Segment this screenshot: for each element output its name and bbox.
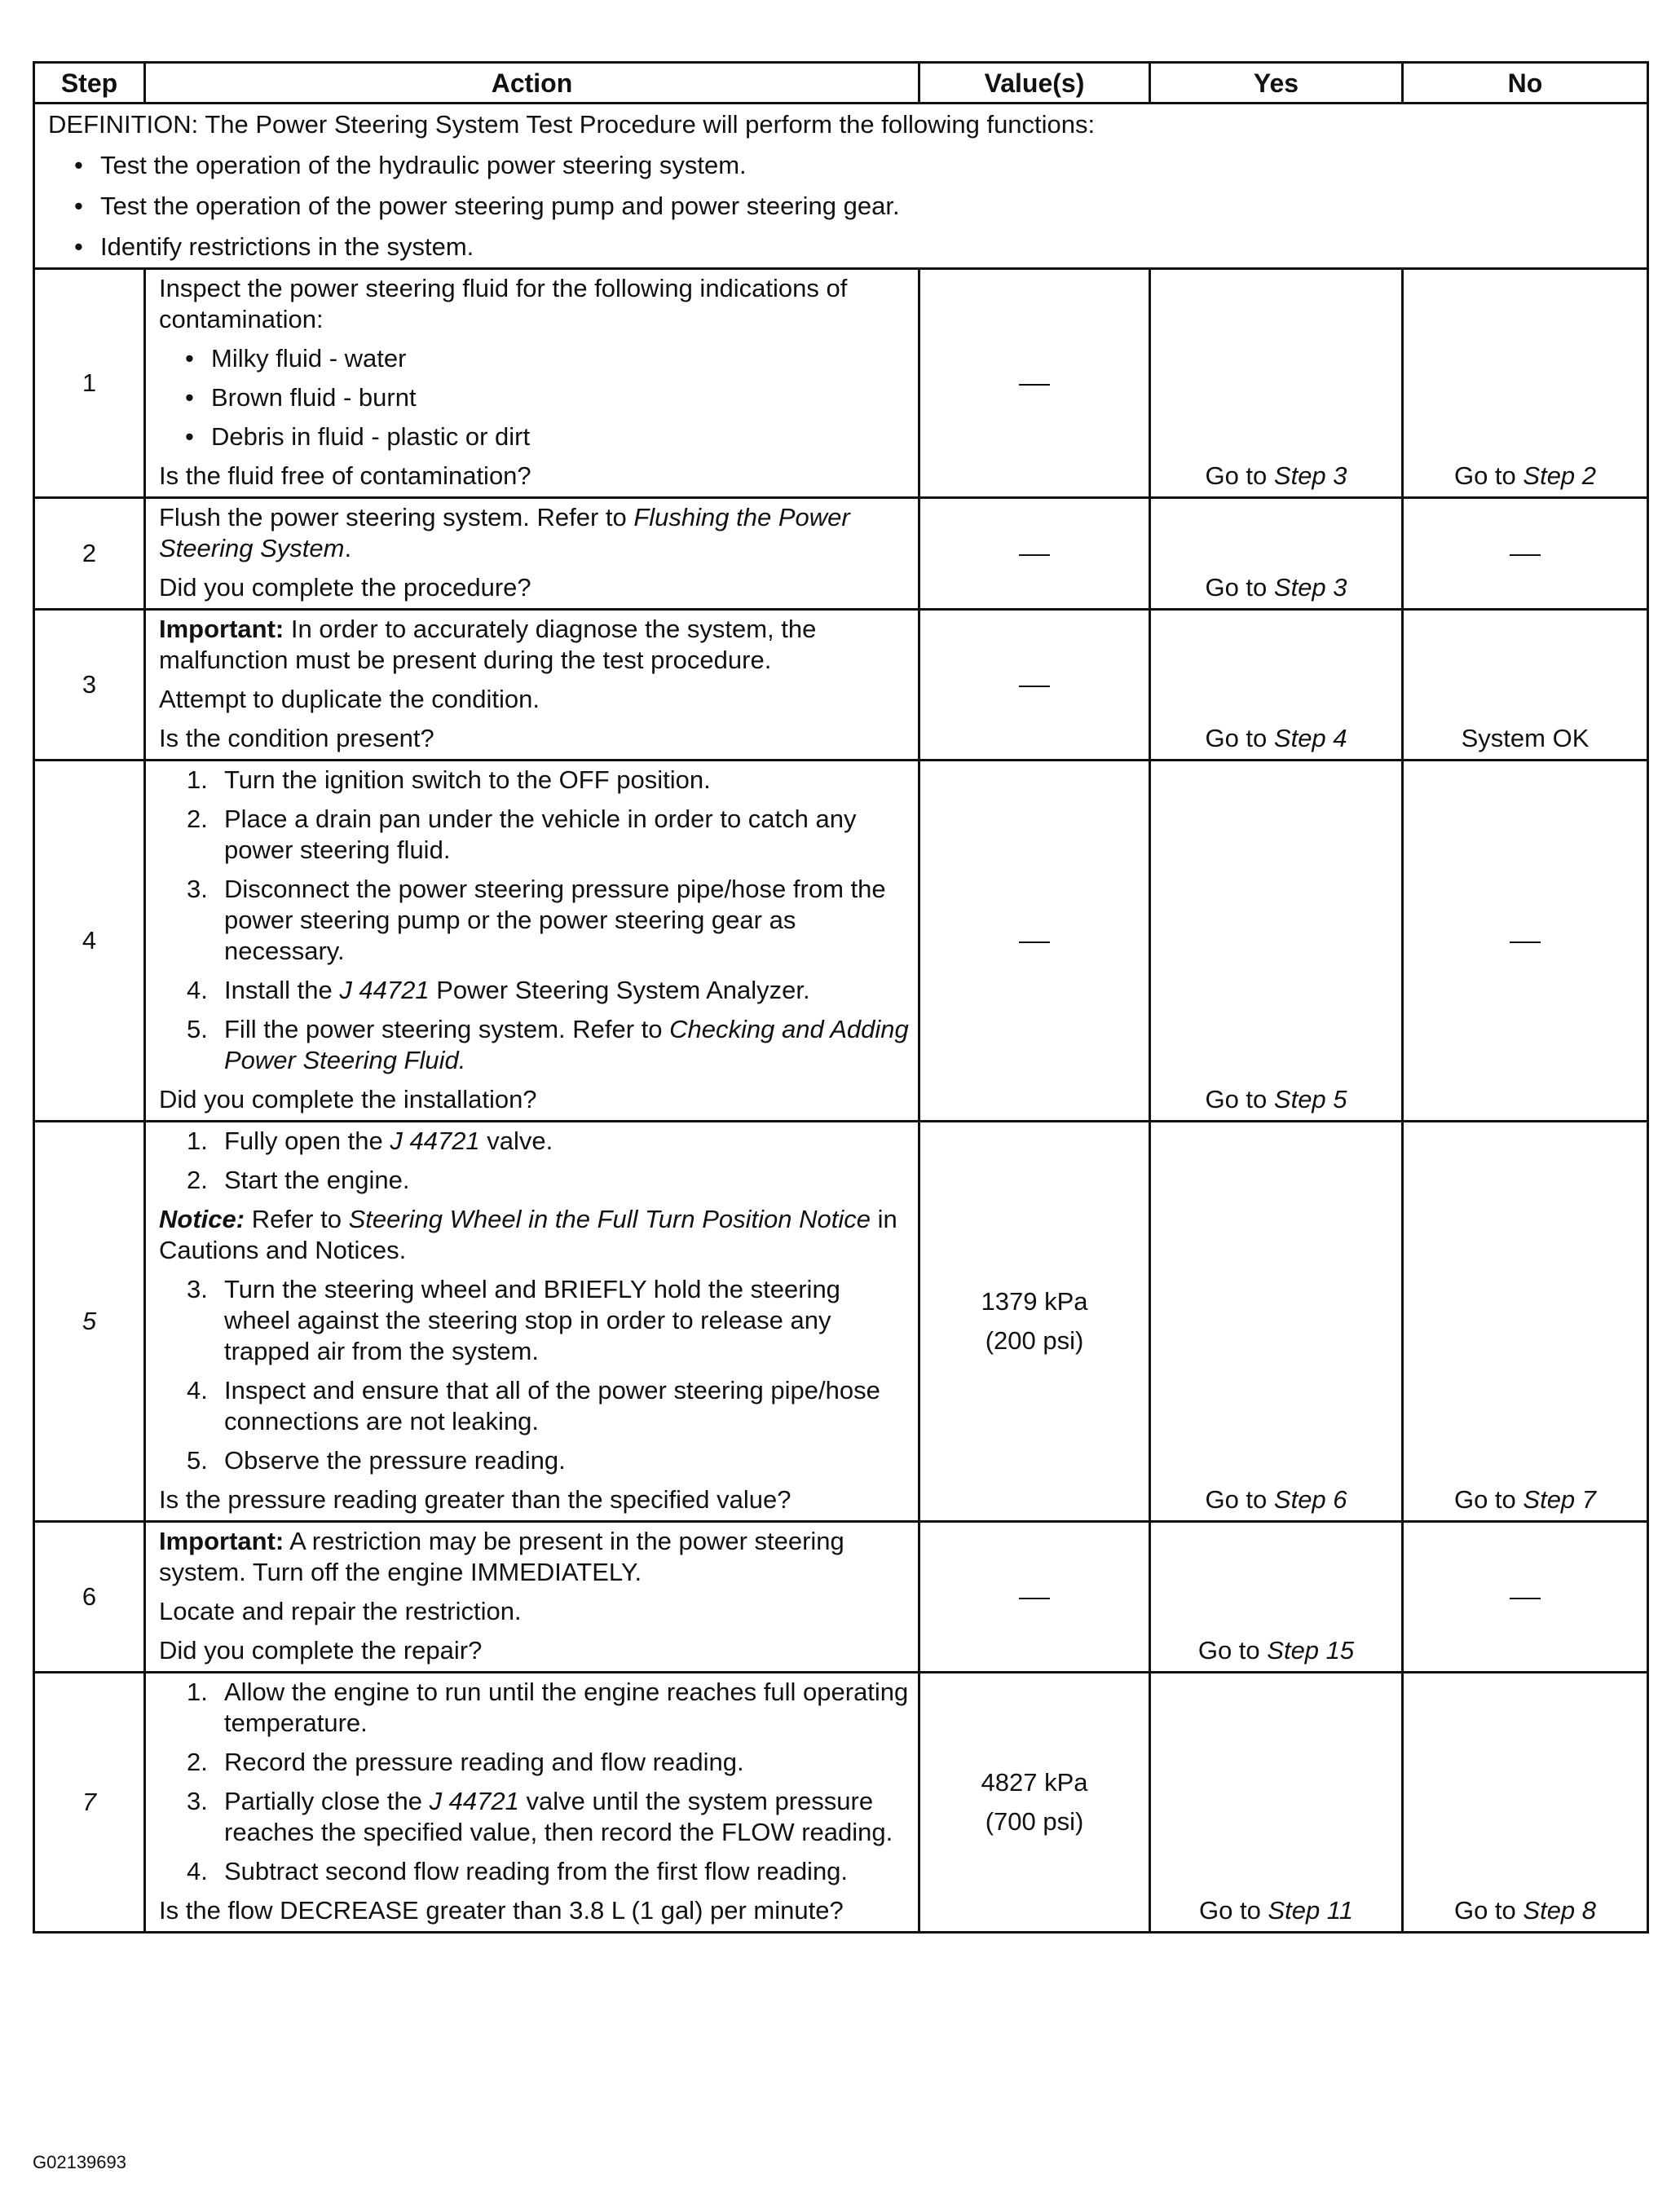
step-number: 4 <box>34 761 145 1122</box>
dash-mark <box>1510 1598 1541 1599</box>
list-text: Partially close the <box>224 1787 430 1815</box>
list-number: 3. <box>187 1275 208 1303</box>
step-row-5 <box>34 1122 1648 1522</box>
action-question: Did you complete the procedure? <box>159 573 531 602</box>
dash-mark <box>1019 941 1050 943</box>
no-step-ref: Step 8 <box>1523 1896 1597 1925</box>
header-values: Value(s) <box>919 63 1150 104</box>
procedure-table-wrapper <box>33 61 1647 1934</box>
list-text: Place a drain pan under the vehicle in order to catch any power steering fluid. <box>224 805 857 864</box>
action-text: Attempt to duplicate the condition. <box>159 685 540 713</box>
list-item <box>159 1274 910 1367</box>
list-text: Inspect and ensure that all of the power steering pipe/hose connections are not leaking. <box>224 1376 880 1435</box>
list-text: Turn the ignition switch to the OFF position. <box>224 765 711 794</box>
dash-mark <box>1510 941 1541 943</box>
step-action <box>145 1122 919 1522</box>
list-number: 2. <box>187 1748 208 1776</box>
list-item: 5. Fill the power steering system. Refer to Checking and Adding Power Steering Fluid. <box>187 1015 909 1074</box>
important-note <box>159 1526 910 1588</box>
yes-text: Go to <box>1205 1485 1274 1514</box>
definition-text: DEFINITION: The Power Steering System Test Procedure will perform the following functions: <box>48 110 1096 139</box>
definition-item: • Test the operation of the power steering pump and power steering gear. <box>48 191 1634 222</box>
notice-label: Notice: <box>159 1205 245 1233</box>
list-item <box>159 874 910 967</box>
list-item <box>159 765 910 796</box>
list-text: valve. <box>479 1127 553 1155</box>
step-action <box>145 1522 919 1673</box>
step-no <box>1403 1522 1648 1673</box>
important-label: Important: <box>159 615 284 643</box>
step-action <box>145 1673 919 1933</box>
list-number: 5. <box>187 1015 208 1043</box>
list-item <box>159 804 910 866</box>
bullet-item: • Milky fluid - water <box>159 343 910 374</box>
yes-step-ref: Step 5 <box>1273 1085 1347 1113</box>
list-item <box>159 1856 910 1887</box>
action-question: Is the condition present? <box>159 724 434 752</box>
list-number: 2. <box>187 805 208 833</box>
procedure-ref: Flushing the Power Steering System <box>159 503 850 562</box>
header-yes: Yes <box>1150 63 1403 104</box>
step-number: 5 <box>34 1122 145 1522</box>
value-psi: (700 psi) <box>985 1807 1084 1836</box>
numbered-list <box>159 1126 910 1196</box>
dash-mark <box>1510 554 1541 556</box>
list-text: Fully open the <box>224 1127 390 1155</box>
no-text: Go to <box>1453 1896 1523 1925</box>
yes-text: Go to <box>1205 573 1274 602</box>
definition-row <box>34 104 1648 269</box>
notice-ref: Steering Wheel in the Full Turn Position Notice <box>348 1205 871 1233</box>
yes-step-ref: Step 3 <box>1273 461 1347 490</box>
dash-mark <box>1019 554 1050 556</box>
tool-ref: J 44721 <box>339 976 430 1004</box>
yes-step-ref: Step 3 <box>1273 573 1347 602</box>
step-yes <box>1150 1522 1403 1673</box>
list-number: 1. <box>187 765 208 794</box>
important-label: Important: <box>159 1527 284 1555</box>
step-row-6 <box>34 1522 1648 1673</box>
list-number: 4. <box>187 1376 208 1404</box>
step-value <box>919 1522 1150 1673</box>
action-text: Locate and repair the restriction. <box>159 1597 522 1625</box>
action-text: Flush the power steering system. Refer to Flushing the Power Steering System. <box>159 503 850 562</box>
step-yes <box>1150 498 1403 610</box>
no-text: Go to <box>1453 1485 1523 1514</box>
no-text: System OK <box>1461 724 1590 752</box>
step-row-2 <box>34 498 1648 610</box>
list-item <box>159 1786 910 1848</box>
list-item <box>159 975 910 1006</box>
notice-note <box>159 1204 910 1266</box>
numbered-list <box>159 765 910 1076</box>
bullet-item: • Debris in fluid - plastic or dirt <box>159 421 910 452</box>
step-value <box>919 269 1150 498</box>
tool-ref: J 44721 <box>390 1127 480 1155</box>
notice-text: Refer to <box>245 1205 349 1233</box>
list-item <box>159 1165 910 1196</box>
yes-step-ref: Step 4 <box>1273 724 1347 752</box>
step-value <box>919 610 1150 761</box>
definition-cell <box>34 104 1648 269</box>
list-number: 2. <box>187 1166 208 1194</box>
list-item <box>159 1126 910 1157</box>
step-number: 3 <box>34 610 145 761</box>
list-text: Observe the pressure reading. <box>224 1446 566 1475</box>
step-row-3 <box>34 610 1648 761</box>
definition-item: • Identify restrictions in the system. <box>48 232 1634 262</box>
step-yes <box>1150 761 1403 1122</box>
action-question: Did you complete the installation? <box>159 1085 537 1113</box>
step-action <box>145 761 919 1122</box>
action-text-span: Flush the power steering system. Refer to <box>159 503 634 531</box>
definition-item: • Test the operation of the hydraulic power steering system. <box>48 150 1634 181</box>
list-text: Disconnect the power steering pressure pipe/hose from the power steering pump or the power steering gear as necessary. <box>224 875 886 965</box>
step-value <box>919 498 1150 610</box>
header-row <box>34 63 1648 104</box>
yes-text: Go to <box>1197 1636 1268 1665</box>
action-question: Is the flow DECREASE greater than 3.8 L (1 gal) per minute? <box>159 1896 844 1925</box>
step-action <box>145 269 919 498</box>
list-number: 4. <box>187 1857 208 1885</box>
important-text: In order to accurately diagnose the system, the malfunction must be present during the test procedure. <box>159 615 817 674</box>
bullet-item: • Brown fluid - burnt <box>159 382 910 413</box>
no-text: Go to <box>1453 461 1523 490</box>
step-no <box>1403 1673 1648 1933</box>
list-number: 1. <box>187 1678 208 1706</box>
step-no <box>1403 1122 1648 1522</box>
yes-text: Go to <box>1198 1896 1268 1925</box>
step-yes <box>1150 1122 1403 1522</box>
list-text: Allow the engine to run until the engine reaches full operating temperature. <box>224 1678 909 1737</box>
no-step-ref: Step 7 <box>1523 1485 1597 1514</box>
step-no <box>1403 761 1648 1122</box>
list-text: Record the pressure reading and flow reading. <box>224 1748 744 1776</box>
yes-step-ref: Step 11 <box>1268 1896 1353 1925</box>
figure-code: G02139693 <box>33 2152 126 2172</box>
action-question: Did you complete the repair? <box>159 1636 483 1665</box>
yes-step-ref: Step 15 <box>1267 1636 1355 1665</box>
step-row-1 <box>34 269 1648 498</box>
list-number: 4. <box>187 976 208 1004</box>
list-item <box>159 1747 910 1778</box>
step-no <box>1403 610 1648 761</box>
list-text: Install the <box>224 976 340 1004</box>
step-number: 1 <box>34 269 145 498</box>
step-number: 2 <box>34 498 145 610</box>
list-item <box>159 1445 910 1476</box>
step-yes <box>1150 1673 1403 1933</box>
list-number: 1. <box>187 1127 208 1155</box>
important-note <box>159 614 910 676</box>
action-text: Inspect the power steering fluid for the following indications of contamination: <box>159 274 848 333</box>
no-step-ref: Step 2 <box>1523 461 1597 490</box>
list-text: Turn the steering wheel and BRIEFLY hold the steering wheel against the steering stop in order to release any trapped air from the system. <box>224 1275 840 1365</box>
dash-mark <box>1019 1598 1050 1599</box>
list-number: 3. <box>187 1787 208 1815</box>
list-text: valve until the system pressure reaches the specified value, then record the FLOW reading. <box>224 1787 893 1846</box>
list-text: Fill the power steering system. Refer to <box>224 1015 670 1043</box>
value-kpa: 1379 kPa <box>981 1287 1088 1316</box>
list-item <box>159 1677 910 1739</box>
header-no: No <box>1403 63 1648 104</box>
list-number: 5. <box>187 1446 208 1475</box>
header-step: Step <box>34 63 145 104</box>
numbered-list <box>159 1274 910 1476</box>
step-value <box>919 761 1150 1122</box>
step-row-7 <box>34 1673 1648 1933</box>
value-kpa: 4827 kPa <box>981 1768 1088 1797</box>
list-text: Power Steering System Analyzer. <box>429 976 810 1004</box>
action-question: Is the fluid free of contamination? <box>159 461 531 490</box>
step-value <box>919 1673 1150 1933</box>
yes-text: Go to <box>1205 1085 1274 1113</box>
yes-text: Go to <box>1205 724 1274 752</box>
step-no <box>1403 269 1648 498</box>
list-item <box>159 1375 910 1437</box>
step-no <box>1403 498 1648 610</box>
list-text: Start the engine. <box>224 1166 410 1194</box>
numbered-list <box>159 1677 910 1887</box>
step-action <box>145 498 919 610</box>
important-text: A restriction may be present in the power steering system. Turn off the engine IMMEDIATELY. <box>159 1527 844 1586</box>
list-number: 3. <box>187 875 208 903</box>
action-question: Is the pressure reading greater than the specified value? <box>159 1485 791 1514</box>
procedure-ref: Checking and Adding Power Steering Fluid <box>224 1015 909 1074</box>
step-action <box>145 610 919 761</box>
step-yes <box>1150 610 1403 761</box>
list-text: Subtract second flow reading from the first flow reading. <box>224 1857 849 1885</box>
step-number: 6 <box>34 1522 145 1673</box>
value-psi: (200 psi) <box>985 1326 1084 1355</box>
tool-ref: J 44721 <box>429 1787 519 1815</box>
definition-list <box>48 150 1634 262</box>
bullet-list <box>159 343 910 452</box>
step-value <box>919 1122 1150 1522</box>
header-action: Action <box>145 63 919 104</box>
yes-step-ref: Step 6 <box>1273 1485 1347 1514</box>
procedure-table <box>33 61 1649 1934</box>
yes-text: Go to <box>1205 461 1274 490</box>
notice-text: in Cautions and Notices. <box>159 1205 897 1264</box>
step-row-4 <box>34 761 1648 1122</box>
step-yes <box>1150 269 1403 498</box>
dash-mark <box>1019 686 1050 687</box>
step-number: 7 <box>34 1673 145 1933</box>
dash-mark <box>1019 384 1050 386</box>
